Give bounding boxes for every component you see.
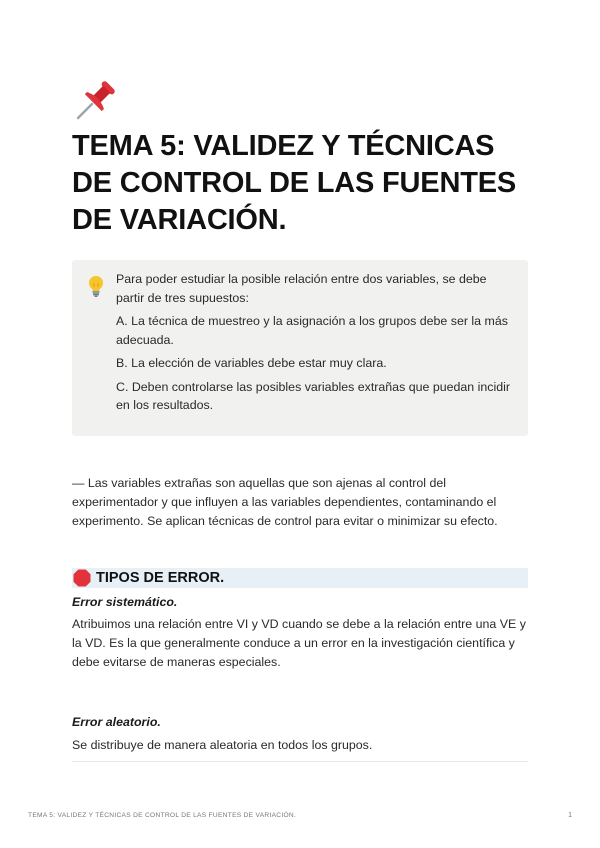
footer-title: TEMA 5: VALIDEZ Y TÉCNICAS DE CONTROL DE LAS FUENTES DE VARIACIÓN. <box>28 812 297 819</box>
lightbulb-icon <box>86 274 106 298</box>
page-title: TEMA 5: VALIDEZ Y TÉCNICAS DE CONTROL DE LAS FUENTES DE VARIACIÓN. <box>72 130 516 236</box>
paragraph-random-error: Se distribuye de manera aleatoria en todos los grupos. <box>72 738 373 752</box>
callout-item: C. Deben controlarse las posibles variables extrañas que puedan incidir en los resultados. <box>116 379 510 412</box>
stop-sign-icon <box>73 569 91 587</box>
callout-intro: Para poder estudiar la posible relación entre dos variables, se debe partir de tres supuestos: <box>116 272 487 305</box>
subheading-systematic-error: Error sistemático. <box>72 595 178 609</box>
callout-text <box>116 270 512 420</box>
divider <box>72 761 528 762</box>
pushpin-icon <box>72 78 118 124</box>
footer-page-number: 1 <box>568 812 572 819</box>
subheading-random-error: Error aleatorio. <box>72 715 161 729</box>
paragraph-extraneous-variables: — Las variables extrañas son aquellas que son ajenas al control del experimentador y que influyen a las variables dependientes, contaminando el experimento. Se aplican técnicas de control para evitar o minimizar su efecto. <box>72 476 498 528</box>
callout-item: B. La elección de variables debe estar muy clara. <box>116 356 387 370</box>
section-heading <box>72 568 528 588</box>
section-heading-text: TIPOS DE ERROR. <box>96 570 225 586</box>
callout-box <box>72 260 528 436</box>
paragraph-systematic-error: Atribuimos una relación entre VI y VD cuando se debe a la relación entre una VE y la VD. Es la que generalmente conduce a un error en la investigación científica y debe evitarse de maneras especiales. <box>72 617 526 669</box>
callout-item: A. La técnica de muestreo y la asignación a los grupos debe ser la más adecuada. <box>116 314 508 347</box>
